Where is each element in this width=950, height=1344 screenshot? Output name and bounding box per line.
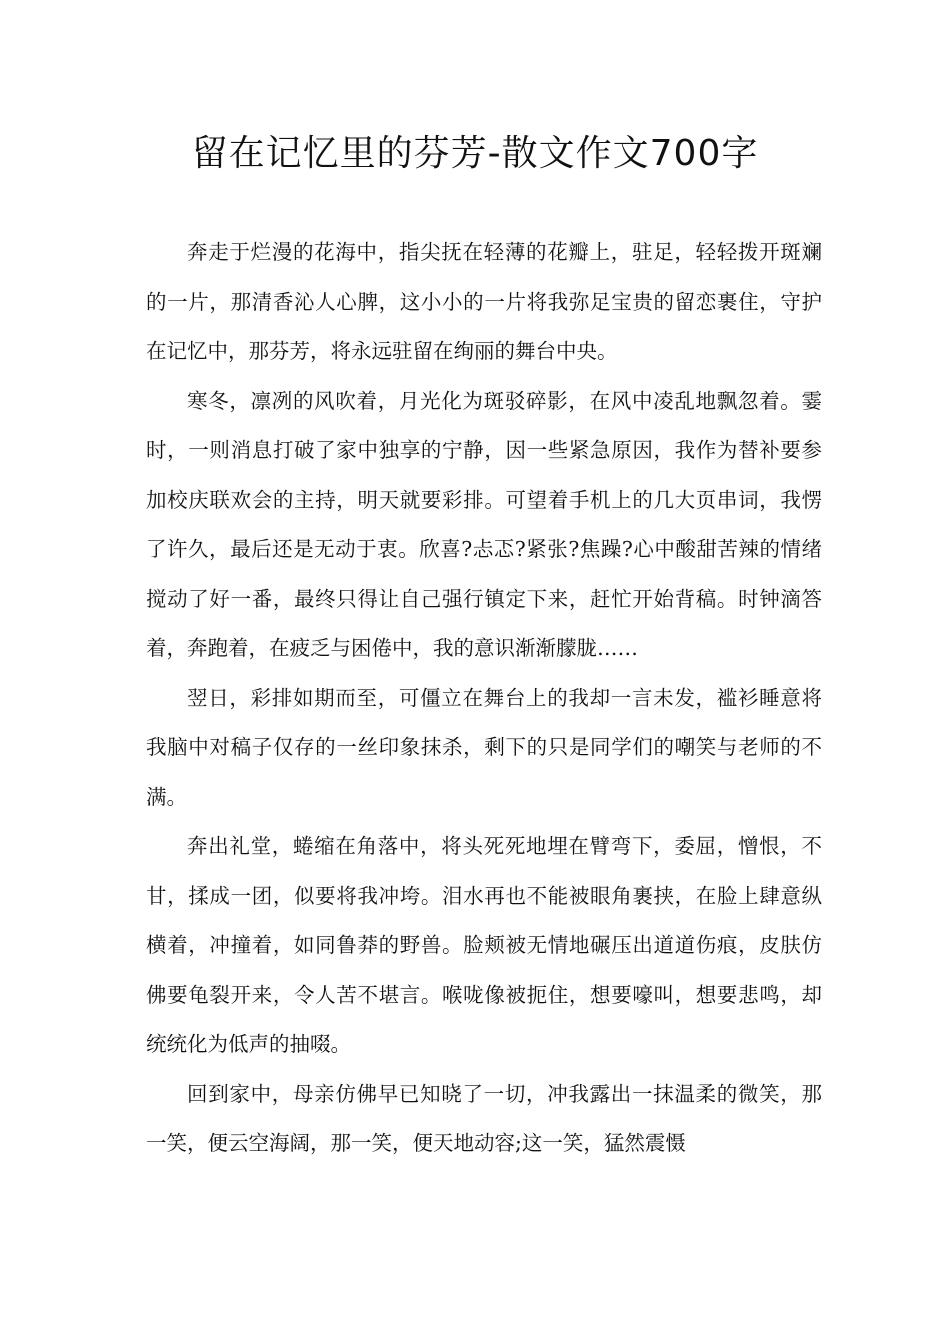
paragraph-5: 回到家中，母亲仿佛早已知晓了一切，冲我露出一抹温柔的微笑，那一笑，便云空海阔，那一笑，便天地动容;这一笑，猛然震慑 [146,1081,822,1155]
paragraph-3: 翌日，彩排如期而至，可僵立在舞台上的我却一言未发，褴衫睡意将我脑中对稿子仅存的一丝印象抹杀，剩下的只是同学们的嘲笑与老师的不满。 [146,685,822,809]
paragraph-4: 奔出礼堂，蜷缩在角落中，将头死死地埋在臂弯下，委屈，憎恨，不甘，揉成一团，似要将我冲垮。泪水再也不能被眼角裹挟，在脸上肆意纵横着，冲撞着，如同鲁莽的野兽。脸颊被无情地碾压出道道伤痕，皮肤仿佛要龟裂开来，令人苦不堪言。喉咙像被扼住，想要嚎叫，想要悲鸣，却统统化为低声的抽啜。 [146,834,822,1056]
paragraph-1: 奔走于烂漫的花海中，指尖抚在轻薄的花瓣上，驻足，轻轻拨开斑斓的一片，那清香沁人心脾，这小小的一片将我弥足宝贵的留恋裹住，守护在记忆中，那芬芳，将永远驻留在绚丽的舞台中央。 [146,240,822,363]
page-title: 留在记忆里的芬芳-散文作文700字 [191,133,759,174]
article-body [146,228,822,1169]
paragraph-2: 寒冬，凛冽的风吹着，月光化为斑驳碎影，在风中凌乱地飘忽着。霎时，一则消息打破了家中独享的宁静，因一些紧急原因，我作为替补要参加校庆联欢会的主持，明天就要彩排。可望着手机上的几大页串词，我愣了许久，最后还是无动于衷。欣喜?忐忑?紧张?焦躁?心中酸甜苦辣的情绪搅动了好一番，最终只得让自己强行镇定下来，赶忙开始背稿。时钟滴答着，奔跑着，在疲乏与困倦中，我的意识渐渐朦胧…… [146,388,822,660]
